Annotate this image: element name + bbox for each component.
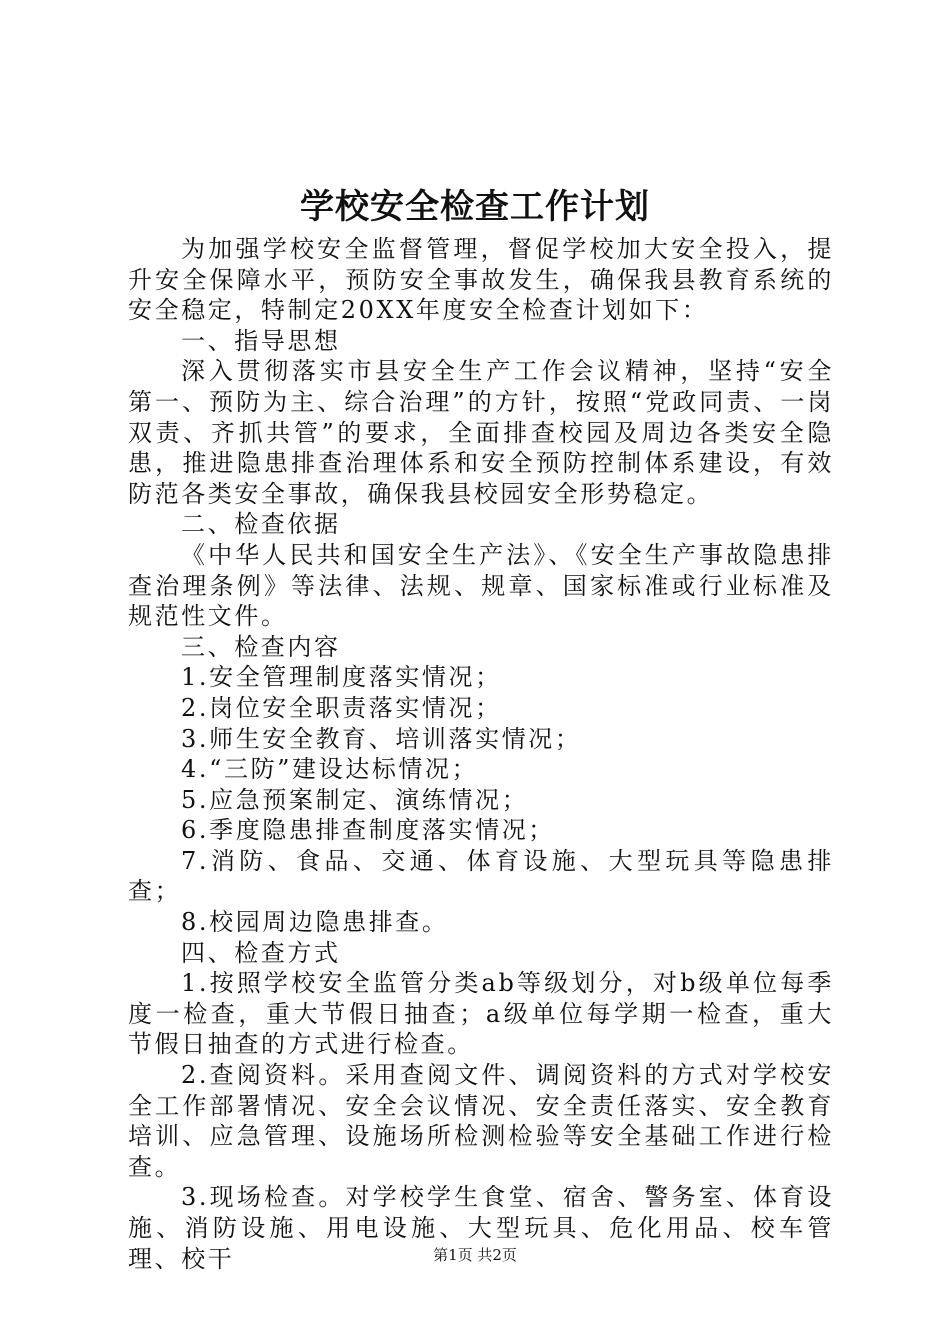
list-item-content-6: 6.季度隐患排查制度落实情况； (181, 816, 555, 845)
list-item-content-7: 7.消防、食品、交通、体育设施、大型玩具等隐患排查； (128, 846, 834, 906)
list-item-method-1: 1.按照学校安全监管分类ab等级划分，对b级单位每季度一检查，重大节假日抽查；a级单位每学期一检查，重大节假日抽查的方式进行检查。 (128, 969, 834, 1059)
list-item-content-4: 4.“三防”建设达标情况； (181, 755, 479, 784)
section-heading-inspection-method: 四、检查方式 (181, 938, 341, 967)
document-body (128, 234, 834, 1274)
section-heading-inspection-content: 三、检查内容 (181, 632, 341, 661)
list-item-content-5: 5.应急预案制定、演练情况； (181, 785, 529, 814)
list-item-method-3: 3.现场检查。对学校学生食堂、宿舍、警务室、体育设施、消防设施、用电设施、大型玩具、危化用品、校车管理、校干 (128, 1183, 834, 1273)
paragraph-guiding-ideology: 深入贯彻落实市县安全生产工作会议精神，坚持“安全第一、预防为主、综合治理”的方针，按照“党政同责、一岗双责、齐抓共管”的要求，全面排查校园及周边各类安全隐患，推进隐患排查治理体系和安全预防控制体系建设，有效防范各类安全事故，确保我县校园安全形势稳定。 (128, 357, 834, 508)
section-heading-guiding-ideology: 一、指导思想 (181, 326, 341, 355)
paragraph-intro: 为加强学校安全监督管理，督促学校加大安全投入，提升安全保障水平，预防安全事故发生，确保我县教育系统的安全稳定，特制定20XX年度安全检查计划如下： (128, 235, 834, 325)
list-item-content-1: 1.安全管理制度落实情况； (181, 663, 502, 692)
page-number-footer: 第1页 共2页 (433, 1246, 517, 1264)
list-item-content-2: 2.岗位安全职责落实情况； (181, 693, 502, 722)
document-title: 学校安全检查工作计划 (300, 187, 650, 227)
section-heading-inspection-basis: 二、检查依据 (181, 510, 341, 539)
paragraph-inspection-basis: 《中华人民共和国安全生产法》、《安全生产事故隐患排查治理条例》等法律、法规、规章、国家标准或行业标准及规范性文件。 (128, 540, 834, 631)
list-item-content-3: 3.师生安全教育、培训落实情况； (181, 724, 582, 753)
list-item-content-8: 8.校园周边隐患排查。 (181, 908, 449, 937)
list-item-method-2: 2.查阅资料。采用查阅文件、调阅资料的方式对学校安全工作部署情况、安全会议情况、安全责任落实、安全教育培训、应急管理、设施场所检测检验等安全基础工作进行检查。 (128, 1061, 834, 1181)
